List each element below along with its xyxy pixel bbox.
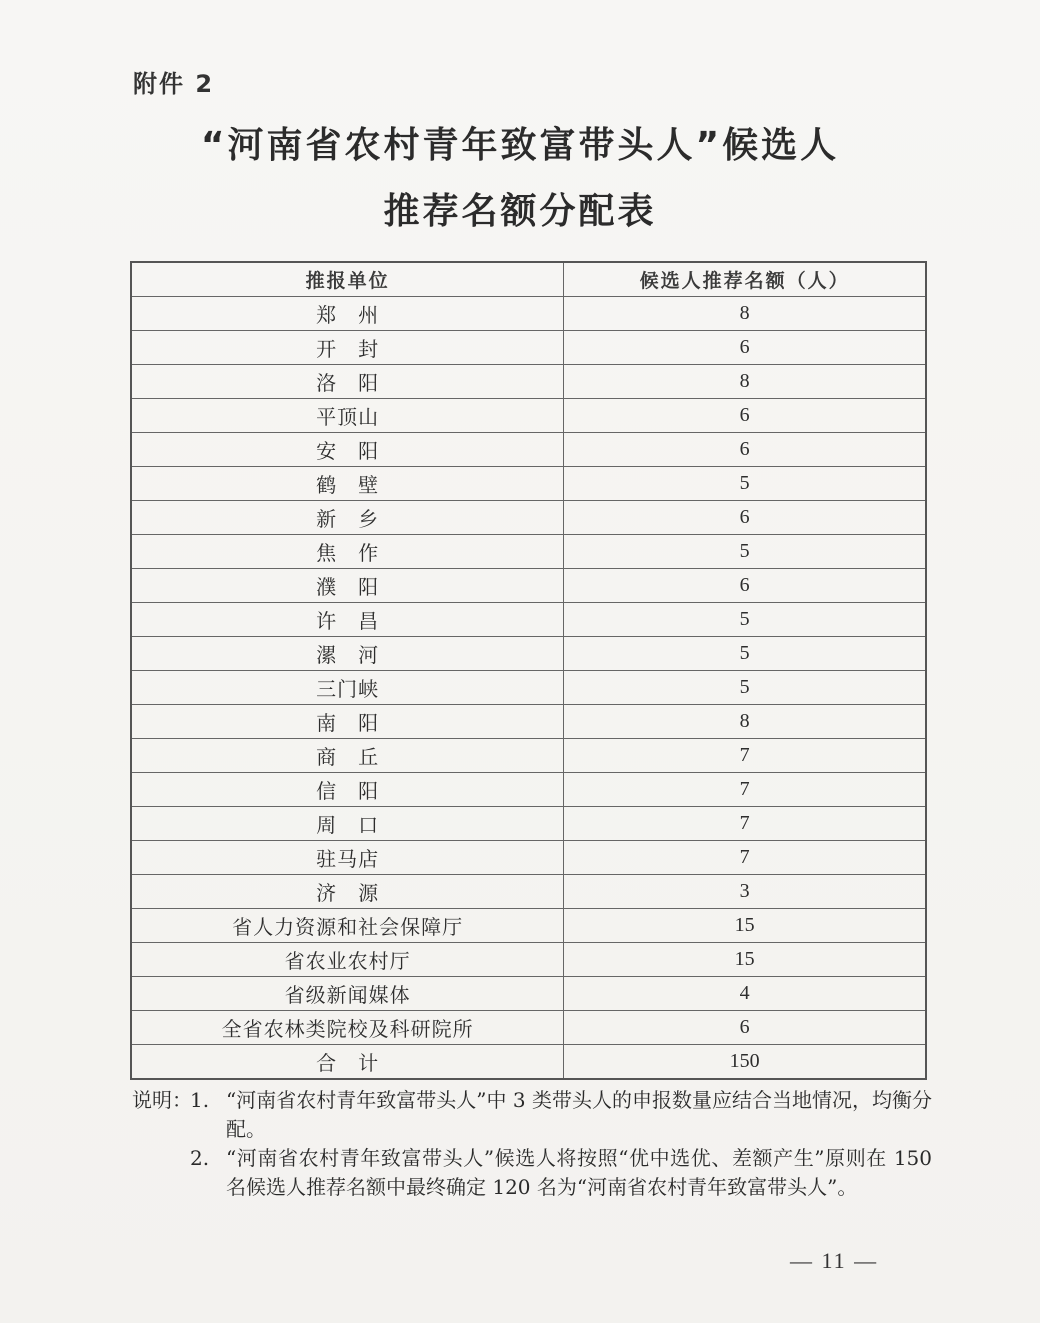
quota-allocation-table [130,261,927,1080]
cell-unit: 周 口 [131,807,564,841]
cell-unit: 省人力资源和社会保障厅 [131,909,564,943]
cell-unit: 漯 河 [131,637,564,671]
cell-quota: 7 [564,739,926,773]
table-row [131,705,926,739]
cell-unit: 商 丘 [131,739,564,773]
cell-quota: 15 [564,943,926,977]
cell-quota: 5 [564,535,926,569]
table-row [131,569,926,603]
cell-unit: 合 计 [131,1045,564,1080]
cell-unit: 洛 阳 [131,365,564,399]
cell-quota: 3 [564,875,926,909]
table-row [131,433,926,467]
cell-unit: 济 源 [131,875,564,909]
table-row [131,841,926,875]
table-row [131,399,926,433]
table-row [131,1045,926,1080]
cell-unit: 省级新闻媒体 [131,977,564,1011]
note-text: “河南省农村青年致富带头人”中 3 类带头人的申报数量应结合当地情况，均衡分配。 [226,1088,932,1141]
table-row [131,909,926,943]
cell-quota: 6 [564,433,926,467]
cell-quota: 150 [564,1045,926,1080]
cell-unit: 鹤 壁 [131,467,564,501]
cell-unit: 新 乡 [131,501,564,535]
cell-quota: 6 [564,399,926,433]
cell-quota: 6 [564,1011,926,1045]
table-row [131,977,926,1011]
note-text: “河南省农村青年致富带头人”候选人将按照“优中选优、差额产生”原则在 150 名候选人推荐名额中最终确定 120 名为“河南省农村青年致富带头人”。 [226,1146,932,1199]
cell-quota: 8 [564,705,926,739]
cell-unit: 三门峡 [131,671,564,705]
table-row [131,603,926,637]
cell-unit: 全省农林类院校及科研院所 [131,1011,564,1045]
cell-unit: 南 阳 [131,705,564,739]
cell-quota: 8 [564,365,926,399]
cell-unit: 安 阳 [131,433,564,467]
table-body [131,297,926,1080]
table-row [131,467,926,501]
cell-quota: 5 [564,637,926,671]
cell-unit: 平顶山 [131,399,564,433]
cell-unit: 濮 阳 [131,569,564,603]
cell-quota: 7 [564,773,926,807]
cell-quota: 4 [564,977,926,1011]
table-row [131,331,926,365]
notes-section [132,1086,932,1202]
cell-unit: 省农业农村厅 [131,943,564,977]
cell-unit: 信 阳 [131,773,564,807]
table-row [131,1011,926,1045]
table-row [131,943,926,977]
header-unit: 推报单位 [131,262,564,297]
cell-unit: 郑 州 [131,297,564,331]
note-item [132,1086,932,1144]
table-row [131,807,926,841]
cell-unit: 许 昌 [131,603,564,637]
document-title-line1: “河南省农村青年致富带头人”候选人 [200,125,840,166]
cell-quota: 6 [564,569,926,603]
table-row [131,875,926,909]
header-quota: 候选人推荐名额（人） [564,262,926,297]
note-item [132,1144,932,1202]
table-header-row [131,262,926,297]
table-row [131,297,926,331]
table-row [131,535,926,569]
cell-quota: 6 [564,331,926,365]
table-row [131,773,926,807]
cell-quota: 7 [564,807,926,841]
note-number: 1. [190,1088,210,1112]
table-row [131,365,926,399]
cell-quota: 15 [564,909,926,943]
cell-unit: 开 封 [131,331,564,365]
table-row [131,637,926,671]
cell-quota: 8 [564,297,926,331]
cell-quota: 5 [564,467,926,501]
table-row [131,739,926,773]
cell-unit: 驻马店 [131,841,564,875]
cell-quota: 6 [564,501,926,535]
table-row [131,671,926,705]
attachment-label: 附件 2 [133,70,215,98]
note-number: 2. [190,1146,210,1170]
cell-quota: 7 [564,841,926,875]
cell-quota: 5 [564,671,926,705]
notes-prefix: 说明： [132,1088,192,1112]
table-row [131,501,926,535]
cell-quota: 5 [564,603,926,637]
document-title-line2: 推荐名额分配表 [383,191,657,232]
page-number: — 11 — [790,1248,879,1273]
cell-unit: 焦 作 [131,535,564,569]
